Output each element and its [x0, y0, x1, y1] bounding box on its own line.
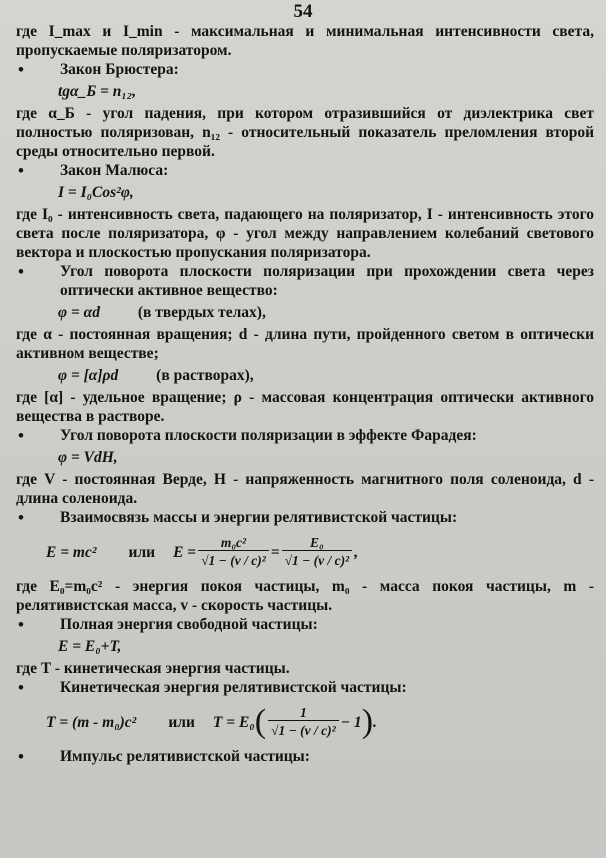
- energy-fraction-2: [282, 535, 353, 569]
- formula: [16, 303, 594, 322]
- paragraph: где α - постоянная вращения; d - длина пути, пройденного светом в оптически активном веществе;: [16, 326, 594, 362]
- paragraph: где T - кинетическая энергия частицы.: [16, 660, 290, 677]
- energy-fraction-1-denominator: √1 − (v / c)²: [198, 550, 269, 569]
- formula: I = I₀Cos²φ,: [58, 184, 134, 201]
- formula: φ = VdH,: [58, 449, 118, 466]
- energy-fraction-2-numerator: E₀: [310, 535, 324, 550]
- kinetic-equation: [16, 705, 594, 739]
- kinetic-fraction-denominator: √1 − (v / c)²: [268, 720, 339, 739]
- paragraph: где I_max и I_min - максимальная и минимальная интенсивности света, пропускаемые поляризатором.: [16, 23, 594, 59]
- paragraph: где α_Б - угол падения, при котором отразившийся от диэлектрика свет полностью поляризован, n₁₂ - относительный показатель преломления второй среды относительно первой.: [16, 105, 594, 160]
- formula-expression: φ = αd: [58, 304, 100, 321]
- bullet-item: • Закон Брюстера:: [16, 60, 594, 79]
- kinetic-equation-tail: .: [373, 713, 377, 731]
- formula-expression: φ = [α]ρd: [58, 367, 119, 384]
- energy-equation-lhs: E = mc²: [46, 543, 97, 561]
- energy-equation: [16, 535, 594, 569]
- formula: E = E₀+T,: [58, 638, 122, 655]
- kinetic-fraction-numerator: 1: [299, 705, 307, 720]
- formula: tgα_Б = n₁₂,: [58, 83, 137, 100]
- bullet-item: • Импульс релятивистской частицы:: [16, 747, 594, 766]
- kinetic-equation-minus: − 1: [340, 713, 362, 731]
- bullet-item: • Взаимосвязь массы и энергии релятивистской частицы:: [16, 508, 594, 527]
- bullet-item: • Закон Малюса:: [16, 161, 594, 180]
- energy-equation-e: E =: [173, 543, 197, 561]
- paragraph: где I₀ - интенсивность света, падающего на поляризатор, I - интенсивность этого света после поляризатора, φ - угол между направлением колебаний светового вектора и плоскостью пропускания поляризатора.: [16, 206, 594, 261]
- kinetic-equation-lhs: T = (m - m₀)c²: [46, 713, 137, 731]
- left-paren: (: [254, 703, 267, 740]
- bullet-item: • Угол поворота плоскости поляризации при прохождении света через оптически активное вещество:: [16, 262, 594, 300]
- formula: [16, 366, 594, 385]
- energy-equation-or: или: [128, 543, 156, 561]
- energy-fraction-1: [198, 535, 269, 569]
- page-number: 54: [293, 1, 313, 22]
- kinetic-fraction: [268, 705, 339, 739]
- kinetic-equation-or: или: [168, 713, 195, 731]
- formula-note: (в растворах),: [156, 367, 254, 384]
- energy-fraction-1-numerator: m₀c²: [220, 535, 247, 550]
- bullet-item: • Полная энергия свободной частицы:: [16, 615, 594, 634]
- paragraph: где [α] - удельное вращение; ρ - массовая концентрация оптически активного вещества в растворе.: [16, 389, 594, 425]
- bullet-item: • Кинетическая энергия релятивистской частицы:: [16, 678, 594, 697]
- kinetic-equation-t: T = E₀: [212, 713, 255, 731]
- paragraph: где V - постоянная Верде, H - напряженность магнитного поля соленоида, d - длина соленоида.: [16, 471, 594, 507]
- paragraph: где E₀=m₀c² - энергия покоя частицы, m₀ - масса покоя частицы, m - релятивистская масса, v - скорость частицы.: [16, 578, 594, 614]
- formula-note: (в твердых телах),: [137, 304, 266, 321]
- page-content: [16, 22, 594, 766]
- right-paren: ): [361, 703, 374, 740]
- bullet-item: • Угол поворота плоскости поляризации в эффекте Фарадея:: [16, 426, 594, 445]
- energy-equation-eqsign: =: [270, 543, 280, 561]
- energy-equation-tail: ,: [354, 543, 359, 561]
- energy-fraction-2-denominator: √1 − (v / c)²: [282, 550, 353, 569]
